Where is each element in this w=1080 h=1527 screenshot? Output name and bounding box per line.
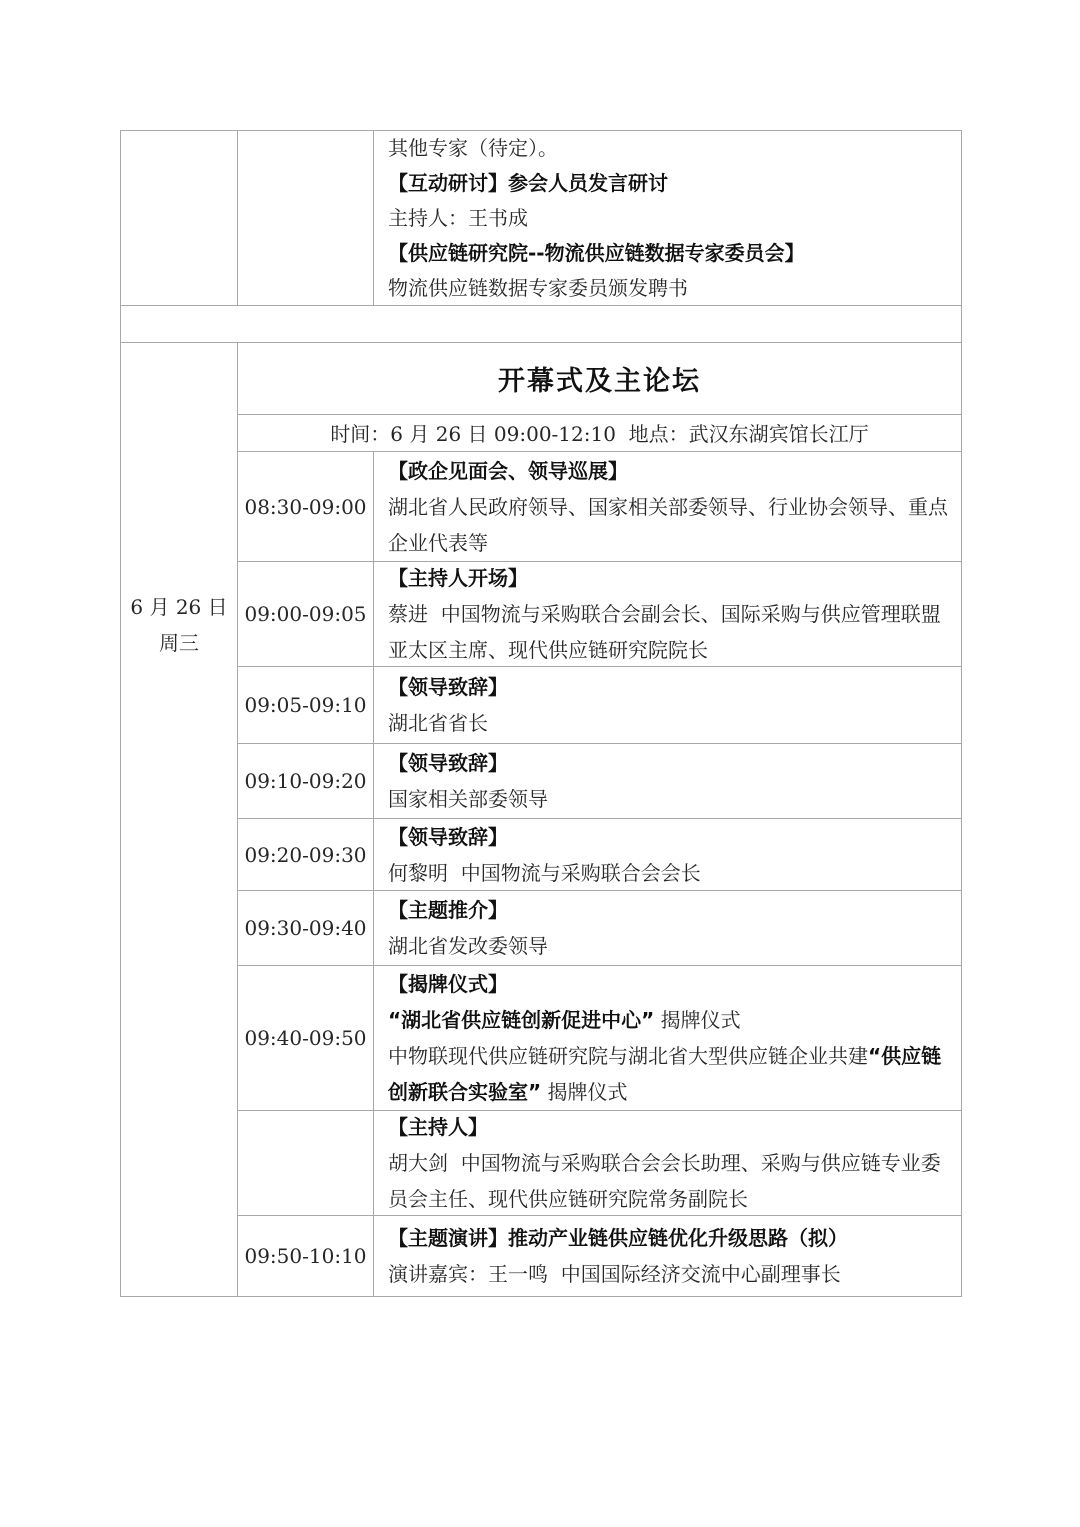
content-bold-segment: 【政企见面会、领导巡展】 [388, 458, 628, 483]
content-bold-segment: 【主题演讲】推动产业链供应链优化升级思路（拟） [388, 1226, 848, 1250]
table-spacer-row [120, 305, 962, 342]
content-segment: 湖北省发改委领导 [388, 934, 548, 958]
content-cell [374, 819, 961, 890]
time-column-empty [238, 131, 374, 305]
content-segment: 何黎明 中国物流与采购联合会会长 [388, 860, 701, 885]
agenda-right-pane [238, 343, 961, 1296]
content-line [388, 1109, 951, 1145]
content-line [388, 596, 951, 668]
schedule-row [238, 562, 961, 667]
content-line [388, 560, 951, 596]
content-bold-segment: “供应链创新联合实验室” [388, 1044, 942, 1104]
session-text: 主持人：王书成 [388, 205, 528, 230]
time-cell [238, 1111, 374, 1215]
schedule-row [238, 744, 961, 819]
session-heading: 【互动研讨】参会人员发言研讨 [388, 170, 668, 195]
date-column-empty [121, 131, 238, 305]
date-cell [121, 343, 238, 1296]
content-segment: 揭牌仪式 [541, 1080, 628, 1104]
time-cell: 08:30-09:00 [238, 452, 374, 561]
schedule-row [238, 1216, 961, 1296]
time-cell: 09:40-09:50 [238, 966, 374, 1110]
content-cell [374, 1111, 961, 1215]
content-segment: 蔡进 中国物流与采购联合会副会长、国际采购与供应管理联盟亚太区主席、现代供应链研究院院长 [388, 602, 941, 662]
schedule-row [238, 452, 961, 562]
content-bold-segment: 【领导致辞】 [388, 675, 508, 699]
content-cell [374, 966, 961, 1110]
content-segment: 湖北省省长 [388, 711, 488, 735]
session-text: 其他专家（待定）。 [388, 135, 558, 160]
time-cell: 09:00-09:05 [238, 562, 374, 666]
content-bold-segment: 【主持人】 [388, 1115, 488, 1139]
content-line [388, 745, 951, 781]
continuation-content-cell [374, 131, 961, 305]
session-time-location: 时间：6 月 26 日 09:00-12:10 地点：武汉东湖宾馆长江厅 [238, 415, 961, 452]
content-cell [374, 667, 961, 743]
schedule-row [238, 1111, 961, 1216]
schedule-rows [238, 452, 961, 1296]
session-text: 物流供应链数据专家委员颁发聘书 [388, 275, 688, 300]
content-bold-segment: 【主题推介】 [388, 898, 508, 922]
time-cell: 09:10-09:20 [238, 744, 374, 818]
content-segment: 胡大剑 中国物流与采购联合会会长助理、采购与供应链专业委员会主任、现代供应链研究院常务副院长 [388, 1151, 941, 1211]
session-heading: 【供应链研究院--物流供应链数据专家委员会】 [388, 240, 805, 265]
time-cell: 09:30-09:40 [238, 891, 374, 965]
schedule-row [238, 667, 961, 744]
content-line [388, 892, 951, 928]
content-line [388, 1002, 951, 1038]
schedule-row [238, 891, 961, 966]
schedule-row [238, 819, 961, 891]
content-line [388, 1256, 951, 1292]
content-segment: 演讲嘉宾：王一鸣 中国国际经济交流中心副理事长 [388, 1262, 841, 1286]
content-line [388, 928, 951, 964]
content-line [388, 1220, 951, 1256]
content-line [388, 781, 951, 817]
opening-forum-table [120, 342, 962, 1297]
content-line [388, 966, 951, 1002]
content-bold-segment: 【揭牌仪式】 [388, 972, 508, 996]
content-cell [374, 744, 961, 818]
content-line [388, 669, 951, 705]
content-line [388, 489, 951, 561]
time-cell: 09:50-10:10 [238, 1216, 374, 1296]
content-line [388, 1145, 951, 1217]
date-text: 6 月 26 日 [130, 595, 228, 619]
content-bold-segment: 【主持人开场】 [388, 566, 528, 590]
time-cell: 09:20-09:30 [238, 819, 374, 890]
content-cell [374, 562, 961, 666]
content-bold-segment: “湖北省供应链创新促进中心” [388, 1008, 655, 1032]
content-line [388, 1038, 951, 1110]
section-title: 开幕式及主论坛 [238, 343, 961, 415]
weekday-text: 周三 [159, 631, 199, 655]
content-line [388, 819, 951, 855]
schedule-row [238, 966, 961, 1111]
content-segment: 中物联现代供应链研究院与湖北省大型供应链企业共建 [388, 1044, 868, 1068]
agenda-continuation-table [120, 130, 962, 305]
content-bold-segment: 【领导致辞】 [388, 751, 508, 775]
content-cell [374, 891, 961, 965]
content-line [388, 453, 951, 489]
content-segment: 揭牌仪式 [654, 1008, 741, 1032]
content-line [388, 705, 951, 741]
content-bold-segment: 【领导致辞】 [388, 824, 508, 849]
content-segment: 湖北省人民政府领导、国家相关部委领导、行业协会领导、重点企业代表等 [388, 494, 948, 555]
content-cell [374, 452, 961, 561]
content-line [388, 855, 951, 891]
content-segment: 国家相关部委领导 [388, 787, 548, 811]
time-cell: 09:05-09:10 [238, 667, 374, 743]
content-cell [374, 1216, 961, 1296]
